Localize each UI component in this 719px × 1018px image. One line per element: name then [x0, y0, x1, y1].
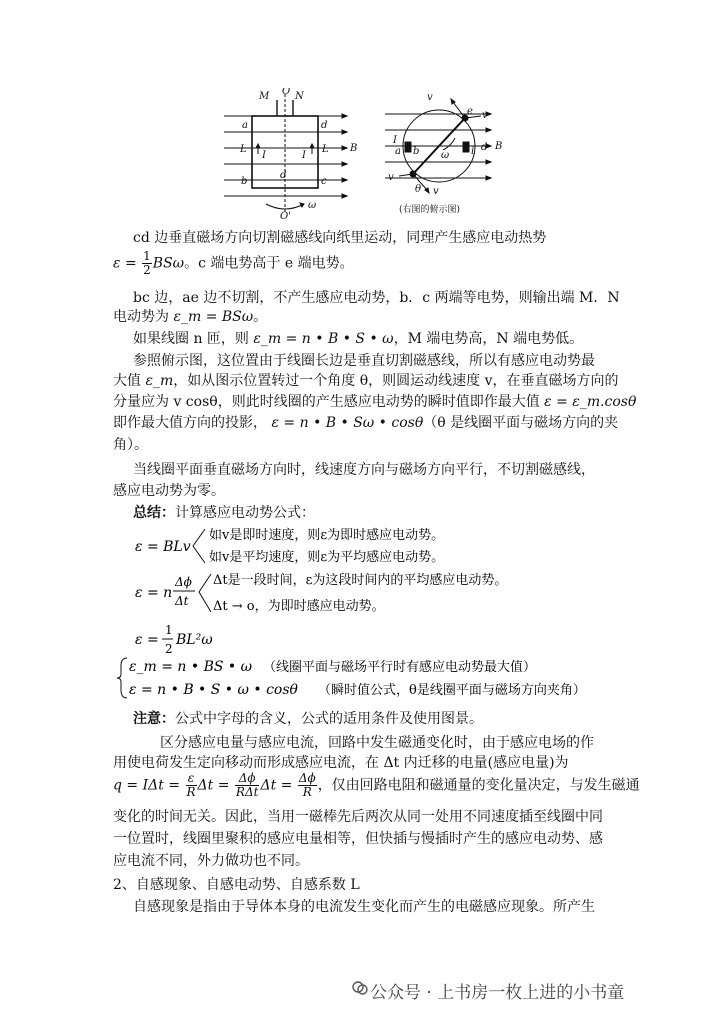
fraction: $\frac{1}{2}$ [143, 249, 151, 277]
text-line: 角）。 [113, 437, 148, 453]
label-v1: v [427, 92, 433, 103]
summary-heading: 总结：计算感应电动势公式： [133, 505, 315, 521]
wechat-logo-icon [352, 980, 368, 996]
formula-blv [113, 523, 633, 573]
svg-text:BL²ω: BL²ω [176, 632, 213, 648]
svg-text:（线圈平面与磁场平行时有感应电动势最大值）: （线圈平面与磁场平行时有感应电动势最大值） [263, 660, 537, 675]
label-v3: v [388, 172, 394, 183]
text-line: 区分感应电量与感应电流，回路中发生磁通变化时，由于感应电场的作 [160, 735, 594, 751]
label-b: b [241, 176, 248, 187]
svg-text:ε_m = n • BS • ω: ε_m = n • BS • ω [129, 659, 253, 675]
label-L1: L [240, 144, 247, 155]
figure-caption: (右图的俯示图) [399, 205, 461, 215]
label-M: M [259, 91, 270, 102]
label-d2: d [280, 170, 287, 181]
svg-text:ε = n: ε = n [135, 585, 173, 601]
formula-line: ε = $\frac{1}{2}$ BSω。c 端电势高于 e 端电势。 [113, 249, 354, 277]
label-L2: L [322, 144, 329, 155]
text-line: 变化的时间无关。因此，当用一磁棒先后两次从同一处用不同速度插至线圈中同 [113, 809, 603, 825]
text-line: bc 边，ae 边不切割，不产生感应电动势，b．c 两端等电势，则输出端 M．N [133, 290, 620, 306]
label-i: i [471, 146, 475, 157]
label-N: N [295, 91, 304, 102]
svg-text:Δt → o，为即时感应电动势。: Δt → o，为即时感应电动势。 [213, 599, 385, 614]
svg-text:（瞬时值公式，θ是线圈平面与磁场方向夹角）: （瞬时值公式，θ是线圈平面与磁场方向夹角） [318, 683, 586, 698]
text-line: 一位置时，线圈里聚积的感应电量相等，但快插与慢插时产生的感应电动势、感 [113, 831, 603, 847]
top-view-figure [383, 88, 508, 220]
text-line: 电动势为 ε_m = BSω。 [113, 309, 268, 325]
label-omega: ω [441, 150, 450, 161]
label-I: I [393, 135, 397, 146]
label-d: d [481, 142, 488, 153]
text-line: 当线圈平面垂直磁场方向时，线速度方向与磁场方向平行，不切割磁感线， [133, 462, 595, 478]
label-omega: ω [308, 200, 317, 211]
text-line: 大值 ε_m，如从图示位置转过一个角度 θ，则圆运动线速度 v，在垂直磁场方向的 [113, 373, 619, 389]
text-line: 应电流不同，外力做功也不同。 [113, 853, 309, 869]
label-a: a [242, 120, 248, 131]
svg-text:Δt是一段时间，ε为这段时间内的平均感应电动势。: Δt是一段时间，ε为这段时间内的平均感应电动势。 [213, 573, 508, 588]
label-v4: v [433, 186, 439, 197]
label-d: d [321, 120, 328, 131]
label-B: B [495, 141, 503, 152]
svg-text:ε = n • B • S • ω • cosθ: ε = n • B • S • ω • cosθ [129, 682, 298, 698]
label-O: O [282, 88, 291, 97]
label-v2: v [482, 110, 488, 121]
label-e: e [467, 106, 473, 117]
svg-text:1: 1 [165, 623, 173, 637]
formula-system [113, 654, 633, 706]
text-line: 用使电荷发生定向移动而形成感应电流，在 Δt 内迁移的电量(感应电量)为 [113, 755, 569, 771]
svg-text:Δϕ: Δϕ [175, 575, 192, 589]
text-line: 自感现象是指由于导体本身的电流发生变化而产生的电磁感应现象。所产生 [133, 899, 595, 915]
watermark: 公众号 · 上书房一枚上进的小书童 [370, 983, 625, 1003]
svg-text:ε =: ε = [135, 632, 159, 648]
label-a: a [395, 146, 401, 157]
charge-formula-line: q = IΔt = $\frac{\varepsilon}{R}$ Δt = $\frac{\Delta\phi}{\text{RΔt}}$ Δt = $\frac{\Delta\phi}{R}$ ，仅由回路电阻和磁通量的变化量决定，与发生磁通 [113, 771, 640, 799]
text-line: 分量应为 v cosθ，则此时线圈的产生感应电动势的瞬时值即作最大值 ε = ε_m.cosθ [113, 394, 637, 410]
label-c: c [321, 176, 327, 187]
label-B: B [350, 143, 358, 154]
text-line: 感应电动势为零。 [113, 483, 225, 499]
text-line: 如果线圈 n 匝，则 ε_m = n • B • S • ω，M 端电势高，N 端电势低。 [133, 331, 584, 347]
label-I2: I [302, 150, 306, 161]
svg-text:2: 2 [165, 642, 173, 656]
label-b: b [413, 146, 420, 157]
label-O-prime: O' [280, 211, 291, 220]
text-line: cd 边垂直磁场方向切割磁感线向纸里运动，同理产生感应电动热势 [133, 230, 547, 246]
text-line: 即作最大值方向的投影， ε = n • B • Sω • cosθ（θ 是线圈平面与磁场方向的夹 [113, 415, 619, 431]
text-line: 参照俯示图，这位置由于线圈长边是垂直切割磁感线，所以有感应电动势最 [133, 353, 595, 369]
coil-figure [222, 88, 362, 220]
note-heading: 注意：公式中字母的含义，公式的适用条件及使用图景。 [133, 711, 483, 727]
section-heading: 2、自感现象、自感电动势、自感系数 L [113, 877, 360, 893]
label-I1: I [262, 150, 266, 161]
svg-text:如v是即时速度，则ε为即时感应电动势。: 如v是即时速度，则ε为即时感应电动势。 [209, 528, 445, 543]
svg-text:如v是平均速度，则ε为平均感应电动势。: 如v是平均速度，则ε为平均感应电动势。 [209, 550, 445, 565]
svg-text:ε = BLv: ε = BLv [135, 539, 191, 555]
label-theta: θ [415, 184, 422, 195]
svg-text:Δt: Δt [175, 594, 189, 608]
formula-flux [113, 568, 633, 622]
